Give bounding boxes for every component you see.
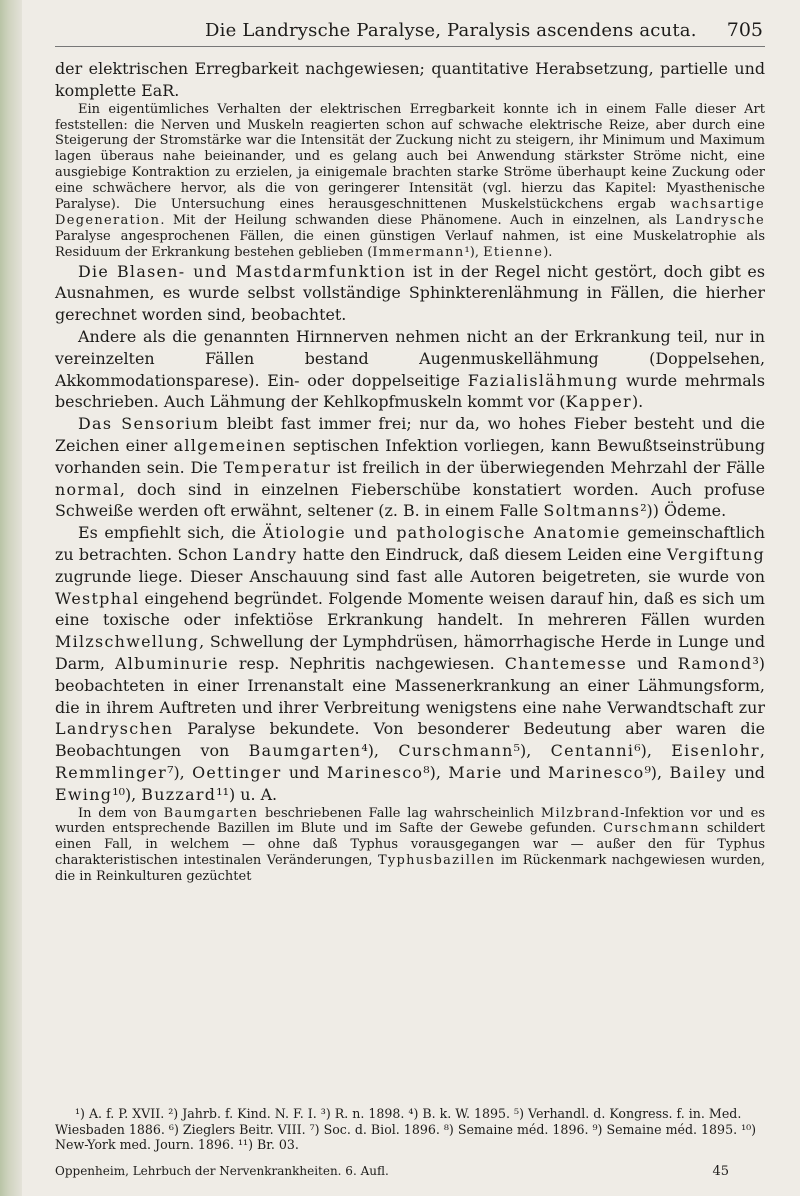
spaced-emphasis: Oettinger [192,762,282,782]
text-run: ist freilich in der überwiegenden Mehrzahl der Fälle [331,457,765,477]
text-run: , Schwellung der Lymphdrüsen, hämorrhagische Herde in Lunge und Darm, [55,632,765,673]
spaced-emphasis: Baumgarten [248,741,362,761]
text-run: . Mit der Heilung schwanden diese Phänomene. Auch in einzelnen, als [160,212,676,228]
text-run: beschriebenen Falle lag wahrscheinlich [258,805,541,821]
spaced-emphasis: Das Sensorium [78,414,220,434]
paragraph [55,522,765,805]
spaced-emphasis: Chantemesse [504,654,628,673]
page-number: 705 [726,19,763,41]
text-run: und [726,762,765,782]
text-run: Es empfiehlt sich, die [78,523,263,543]
text-run: ¹⁰), [112,784,142,804]
paragraph [55,102,765,261]
paragraph [55,806,765,886]
text-run: und [502,762,549,782]
text-run: ²)) Ödeme. [640,501,727,521]
text-run: , doch sind in einzelnen Fieberschübe konstatiert worden. Auch profuse Schweiße werden oft erwähnt, seltener (z. B. in einem Falle [55,479,765,521]
spaced-emphasis: Westphal [55,588,140,608]
spaced-emphasis: Fazialislähmung [467,370,619,390]
text-run: ist in der Regel nicht gestört, doch gibt es Ausnahmen, es wurde selbst vollständige Sphinkterenlähmung in Fällen, die hierher gerechnet worden sind, beobachtet. [55,261,765,325]
page-spine-shadow [0,0,22,1196]
spaced-emphasis: Marie [448,762,503,782]
text-run: In dem von [78,805,164,821]
text-run: ⁴), [361,741,399,761]
text-run: Paralyse bekundete. Von besonderer Bedeutung aber waren die Beobachtungen von [55,719,765,761]
text-run: ⁵), [513,741,551,761]
spaced-emphasis: Kapper [565,392,632,412]
spaced-emphasis: Milzschwellung [55,632,200,652]
footnotes [55,1106,765,1153]
spaced-emphasis: Marinesco [326,762,424,782]
text-run: Andere als die genannten Hirnnerven nehmen nicht an der Erkrankung teil, nur in vereinzelten Fällen bestand Augenmuskellähmung (Doppelsehen, Akkommodationsparese). Ein- oder doppelseitige [55,327,765,390]
paragraph [55,261,765,326]
spaced-emphasis: Marinesco [548,762,645,782]
spaced-emphasis: Remmlinger [55,762,168,782]
sheet-signature: 45 [712,1164,729,1179]
text-run: schildert einen Fall, in welchem — ohne daß Typhus vorausgegangen war — außer den für Typhus charakteristischen intestinalen Veränderungen, [55,821,765,869]
spaced-emphasis: Centanni [550,741,635,761]
spaced-emphasis: Landry [232,545,298,565]
spaced-emphasis: Etienne [483,244,544,260]
text-run: ⁶), [634,741,672,761]
spaced-emphasis: Vergiftung [666,545,765,565]
spaced-emphasis: Landryschen [55,719,174,739]
text-run: -Infektion vor und es wurden entsprechende Bazillen im Blute und im Safte der Gewebe gefunden. [55,805,765,837]
text-run: ⁷), [167,762,193,782]
text-run: und [281,762,327,782]
spaced-emphasis: Baumgarten [163,805,259,821]
spaced-emphasis: Curschmann [603,821,700,837]
spaced-emphasis: wachsartige Degeneration [55,197,765,228]
spaced-emphasis: allgemeinen [173,436,287,456]
paragraph [55,413,765,522]
text-run: ¹), [464,244,484,260]
spaced-emphasis: Ramond [677,654,753,673]
text-run: ⁹), [644,762,670,782]
spaced-emphasis: Ätiologie und pathologische Anatomie [262,523,621,543]
spaced-emphasis: Ewing [55,784,113,804]
spaced-emphasis: Albuminurie [114,654,229,673]
spaced-emphasis: Buzzard [141,784,217,804]
text-run: der elektrischen Erregbarkeit nachgewiesen; quantitative Herabsetzung, partielle und komplette EaR. [55,59,765,100]
text-run: ). [631,392,644,412]
running-title: Die Landrysche Paralyse, Paralysis ascendens acuta. [205,20,697,41]
text-run: resp. Nephritis nachgewiesen. [228,654,505,673]
spaced-emphasis: Typhusbazillen [377,853,496,869]
spaced-emphasis: Immermann [372,244,465,260]
footer-imprint: Oppenheim, Lehrbuch der Nervenkrankheiten. 6. Aufl. [55,1164,389,1178]
spaced-emphasis: Temperatur [223,457,332,477]
text-run: wurde mehrmals beschrieben. Auch Lähmung der Kehlkopfmuskeln kommt vor ( [55,370,765,412]
text-run: gemeinschaftlich zu betrachten. Schon [55,523,765,565]
spaced-emphasis: Bailey [669,762,727,782]
spaced-emphasis: Curschmann [398,741,514,761]
text-run: septischen Infektion vorliegen, kann Bewußtseinstrübung vorhanden sein. Die [55,436,766,477]
spaced-emphasis: Soltmanns [543,501,641,521]
text-run: hatte den Eindruck, daß diesem Leiden eine [297,545,667,565]
text-run: im Rückenmark nachgewiesen wurden, die in Reinkulturen gezüchtet [55,853,765,885]
text-run: Paralyse angesprochenen Fällen, die einen günstigen Verlauf nahmen, ist eine Muskelatrophie als Residuum der Erkrankung bestehen geblieben ( [55,228,765,260]
footnote: ¹) A. f. P. XVII. ²) Jahrb. f. Kind. N. F. I. ³) R. n. 1898. ⁴) B. k. W. 1895. ⁵) Verhandl. d. Kongress. f. in. Med. Wiesbaden 1886. ⁶) Zieglers Beitr. VIII. ⁷) Soc. d. Biol. 1896. ⁸) Semaine méd. 1896. ⁹) Semaine méd. 1895. ¹⁰) New-York med. Journ. 1896. ¹¹) Br. 03. [55,1106,757,1153]
text-run: bleibt fast immer frei; nur da, wo hohes Fieber besteht und die Zeichen einer [55,414,765,456]
text-run: eingehend begründet. Folgende Momente weisen darauf hin, daß es sich um eine toxische oder infektiöse Erkrankung handelt. In mehreren Fällen wurden [55,588,765,630]
text-run: ). [543,244,553,260]
spaced-emphasis: Milzbrand [540,805,621,821]
spaced-emphasis: normal [55,479,120,499]
body-text [55,58,765,885]
text-run: , [759,741,765,761]
text-run: und [627,654,678,673]
spaced-emphasis: Die Blasen- und Mastdarmfunktion [78,261,407,281]
text-run: ¹¹) u. A. [216,784,278,804]
text-run: ³) beobachteten in einer Irrenanstalt eine Massenerkrankung an einer Lähmungsform, die in ihrem Auftreten und ihrer Verbreitung wenigstens eine nahe Verwandtschaft zur [55,654,766,717]
text-run: ⁸), [423,762,449,782]
running-header [55,16,765,47]
spaced-emphasis: Eisenlohr [671,741,760,761]
paragraph [55,58,765,102]
paragraph [55,326,765,413]
text-run: Ein eigentümliches Verhalten der elektrischen Erregbarkeit konnte ich in einem Falle dieser Art feststellen: die Nerven und Muskeln reagierten schon auf schwache elektrische Reize, aber durch eine Steigerung der Stromstärke war die Intensität der Zuckung nicht zu steigern, ihr Minimum und Maximum lagen überaus nahe beieinander, und es gelang auch bei Anwendung stärkster Ströme nicht, eine ausgiebige Kontraktion zu erzielen, ja einigemale brachten starke Ströme überhaupt keine Zuckung oder eine schwächere hervor, als die von geringerer Intensität (vgl. hierzu das Kapitel: Myasthenische Paralyse). Die Untersuchung eines herausgeschnittenen Muskelstückchens ergab [55,101,765,213]
spaced-emphasis: Landrysche [675,212,765,228]
page-footer [55,1164,765,1182]
text-run: zugrunde liege. Dieser Anschauung sind fast alle Autoren beigetreten, sie wurde von [55,566,765,586]
